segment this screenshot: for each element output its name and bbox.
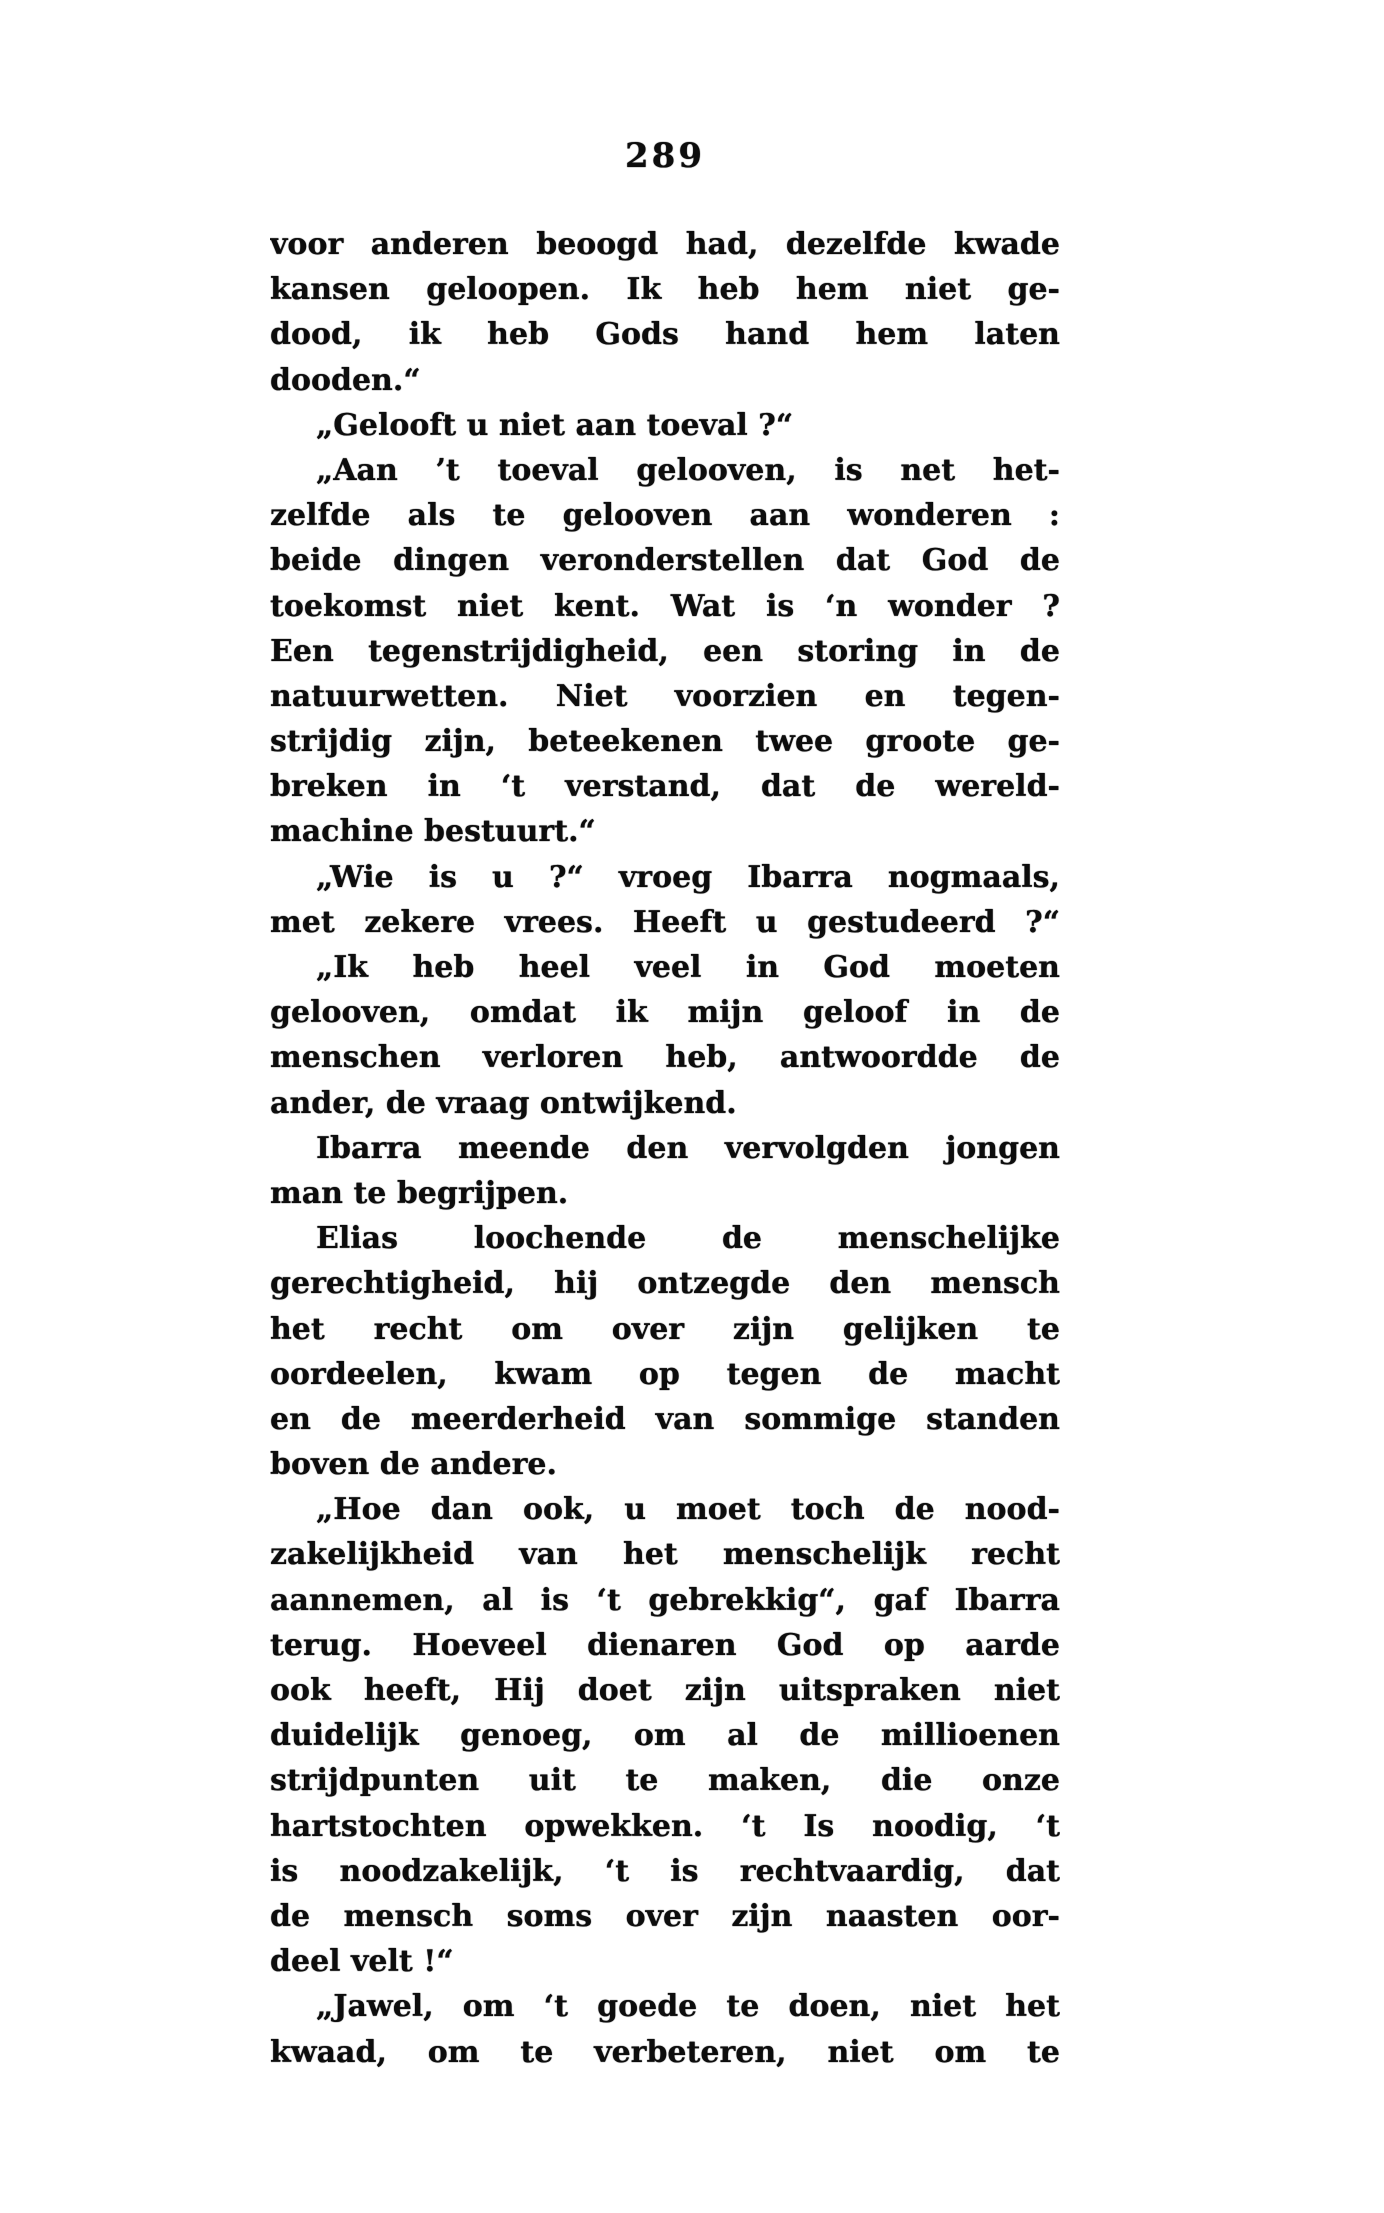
text-line: en de meerderheid van sommige standen: [270, 1401, 1060, 1437]
text-line: ook heeft, Hij doet zijn uitspraken niet: [270, 1673, 1060, 1708]
text-line: breken in ‘t verstand, dat de wereld-: [270, 769, 1060, 805]
text-line: toekomst niet kent. Wat is ‘n wonder ?: [270, 588, 1060, 624]
text-line: zelfde als te gelooven aan wonderen :: [270, 498, 1060, 534]
text-line: boven de andere.: [270, 1447, 557, 1483]
text-line: Ibarra meende den vervolgden jongen: [316, 1130, 1060, 1166]
text-line: is noodzakelijk, ‘t is rechtvaardig, dat: [270, 1853, 1060, 1889]
text-line: „Gelooft u niet aan toeval ?“: [316, 407, 794, 443]
text-line: kansen geloopen. Ik heb hem niet ge-: [270, 272, 1060, 308]
text-block: [270, 222, 1060, 2075]
text-line: voor anderen beoogd had, dezelfde kwade: [270, 227, 1060, 262]
text-line: strijdpunten uit te maken, die onze: [270, 1763, 1060, 1799]
text-line: de mensch soms over zijn naasten oor-: [270, 1898, 1060, 1934]
text-line: kwaad, om te verbeteren, niet om te: [270, 2034, 1060, 2070]
text-line: Een tegenstrijdigheid, een storing in de: [270, 633, 1060, 669]
text-line: strijdig zijn, beteekenen twee groote ge-: [270, 724, 1060, 760]
text-line: terug. Hoeveel dienaren God op aarde: [270, 1627, 1060, 1663]
text-line: natuurwetten. Niet voorzien en tegen-: [270, 678, 1060, 714]
text-line: dooden.“: [270, 362, 421, 398]
text-line: „Ik heb heel veel in God moeten: [316, 950, 1060, 985]
text-line: man te begrijpen.: [270, 1175, 569, 1211]
text-line: ander, de vraag ontwijkend.: [270, 1085, 737, 1121]
text-line: menschen verloren heb, antwoordde de: [270, 1040, 1060, 1076]
text-line: dood, ik heb Gods hand hem laten: [270, 317, 1060, 353]
page-number: 289: [625, 136, 705, 176]
text-line: met zekere vrees. Heeft u gestudeerd ?“: [270, 904, 1060, 940]
text-line: aannemen, al is ‘t gebrekkig“, gaf Ibarra: [270, 1582, 1060, 1618]
text-line: het recht om over zijn gelijken te: [270, 1311, 1060, 1347]
text-line: gelooven, omdat ik mijn geloof in de: [270, 995, 1060, 1031]
text-line: gerechtigheid, hij ontzegde den mensch: [270, 1266, 1060, 1302]
text-line: beide dingen veronderstellen dat God de: [270, 543, 1060, 579]
text-line: deel velt !“: [270, 1944, 454, 1980]
text-line: „Wie is u ?“ vroeg Ibarra nogmaals,: [316, 859, 1060, 895]
text-line: „Hoe dan ook, u moet toch de nood-: [316, 1492, 1060, 1528]
text-line: „Aan ’t toeval gelooven, is net het-: [316, 452, 1060, 488]
text-line: machine bestuurt.“: [270, 814, 596, 850]
text-line: oordeelen, kwam op tegen de macht: [270, 1356, 1060, 1392]
text-line: „Jawel, om ‘t goede te doen, niet het: [316, 1989, 1060, 2025]
text-line: hartstochten opwekken. ‘t Is noodig, ‘t: [270, 1808, 1060, 1844]
text-line: duidelijk genoeg, om al de millioenen: [270, 1718, 1060, 1754]
text-line: zakelijkheid van het menschelijk recht: [270, 1537, 1060, 1573]
text-line: Elias loochende de menschelijke: [316, 1221, 1060, 1257]
